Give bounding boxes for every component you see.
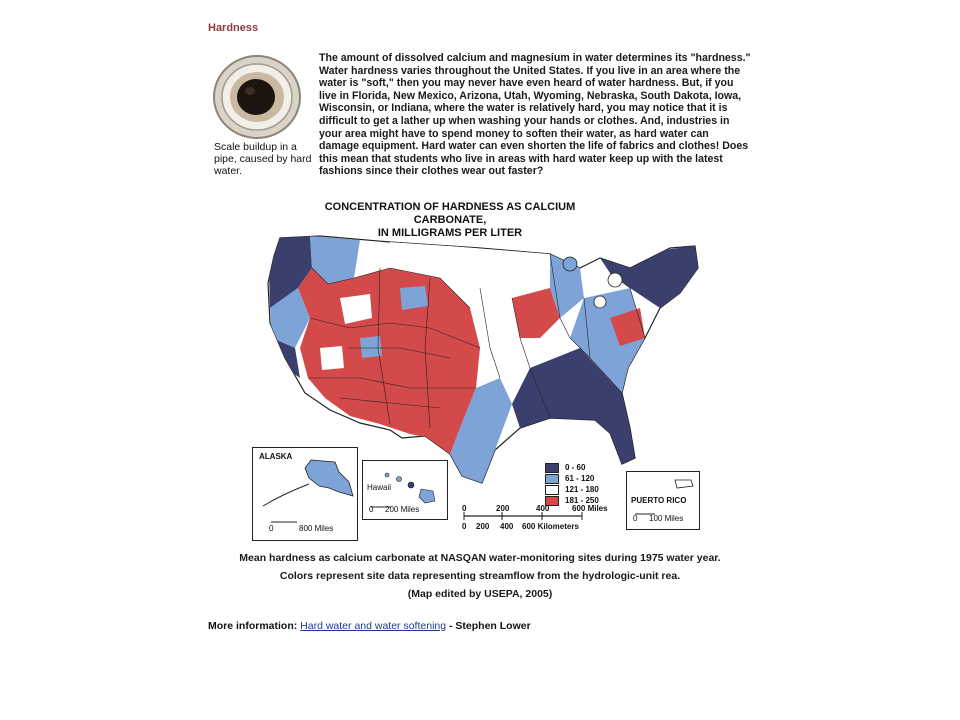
map-scale-bar [462,504,622,536]
alaska-scale-end: 800 Miles [299,524,334,533]
map-note-2: Colors represent site data representing streamflow from the hydrologic-unit rea. [279,570,681,582]
lake-michigan-site [608,273,622,287]
hawaii-scale-start: 0 [369,505,374,514]
legend-item [545,484,599,495]
legend-swatch-2 [545,485,559,495]
pr-scale-end: 100 Miles [649,514,684,523]
alaska-chain [263,484,309,506]
alaska-inset [252,447,358,541]
lake-huron-site [594,296,606,308]
map-notes [226,549,734,603]
hard-water-link[interactable]: Hard water and water softening [300,620,447,632]
more-info-author: - Stephen Lower [449,620,531,632]
legend-item [545,462,599,473]
lake-superior-site [563,257,577,271]
more-info [208,620,531,632]
map-note-1: Mean hardness as calcium carbonate at NASQAN water-monitoring sites during 1975 water year. [239,552,721,564]
body-paragraph: The amount of dissolved calcium and magnesium in water determines its "hardness." Water hardness varies throughout the United States. If you live in an area where the water is "soft," then you may never have even heard of water hardness. But, if you live in Florida, New Mexico, Arizona, Utah, Wyoming, Nebraska, South Dakota, Iowa, Wisconsin, or Indiana, where the water is relatively hard, you may notice that it is difficult to get a lather up when washing your hands or clothes. And, industries in your area might have to spend money to soften their water, as hard water can damage equipment. Hard water can even shorten the life of fabrics and clothes! Does this mean that students who live in areas with hard water keep up with the latest fashions since their clothes wear out faster? [319,52,751,178]
pr-scale-start: 0 [633,514,638,523]
page-title: Hardness [208,22,259,34]
legend-label-3: 181 - 250 [565,496,599,505]
map-note-3: (Map edited by USEPA, 2005) [407,588,553,600]
scale-miles-0: 0 [462,504,467,513]
alaska-scale-start: 0 [269,524,274,533]
map-title-line2: IN MILLIGRAMS PER LITER [377,227,523,239]
legend-label-0: 0 - 60 [565,463,586,472]
photo-caption: Scale buildup in a pipe, caused by hard water. [214,141,312,177]
pipe-scale-photo [212,54,302,140]
scale-miles-1: 200 [496,504,510,513]
scale-km-1: 200 [476,522,490,531]
alaska-shape [305,460,353,496]
alaska-label: ALASKA [259,452,293,461]
map-legend [545,462,599,506]
hawaii-island-2 [397,477,402,482]
legend-swatch-1 [545,474,559,484]
legend-swatch-0 [545,463,559,473]
hawaii-inset [362,460,448,520]
scale-km-2: 400 [500,522,514,531]
scale-km-0: 0 [462,522,467,531]
scale-km-3: 600 Kilometers [522,522,579,531]
hawaii-island-3 [408,482,414,488]
hawaii-scale-end: 200 Miles [385,505,420,514]
hawaii-island-1 [385,473,389,477]
puerto-rico-inset [626,471,700,530]
puerto-rico-label: PUERTO RICO [631,496,687,505]
hawaii-island-big [419,489,435,503]
map-title-line1: CONCENTRATION OF HARDNESS AS CALCIUM CARBONATE, [324,201,576,226]
scale-miles-2: 400 [536,504,550,513]
puerto-rico-shape [675,480,693,488]
hawaii-label: Hawaii [367,483,392,492]
legend-label-2: 121 - 180 [565,485,599,494]
scale-miles-3: 600 Miles [572,504,608,513]
legend-item [545,473,599,484]
legend-label-1: 61 - 120 [565,474,595,483]
more-info-label: More information: [208,620,298,632]
